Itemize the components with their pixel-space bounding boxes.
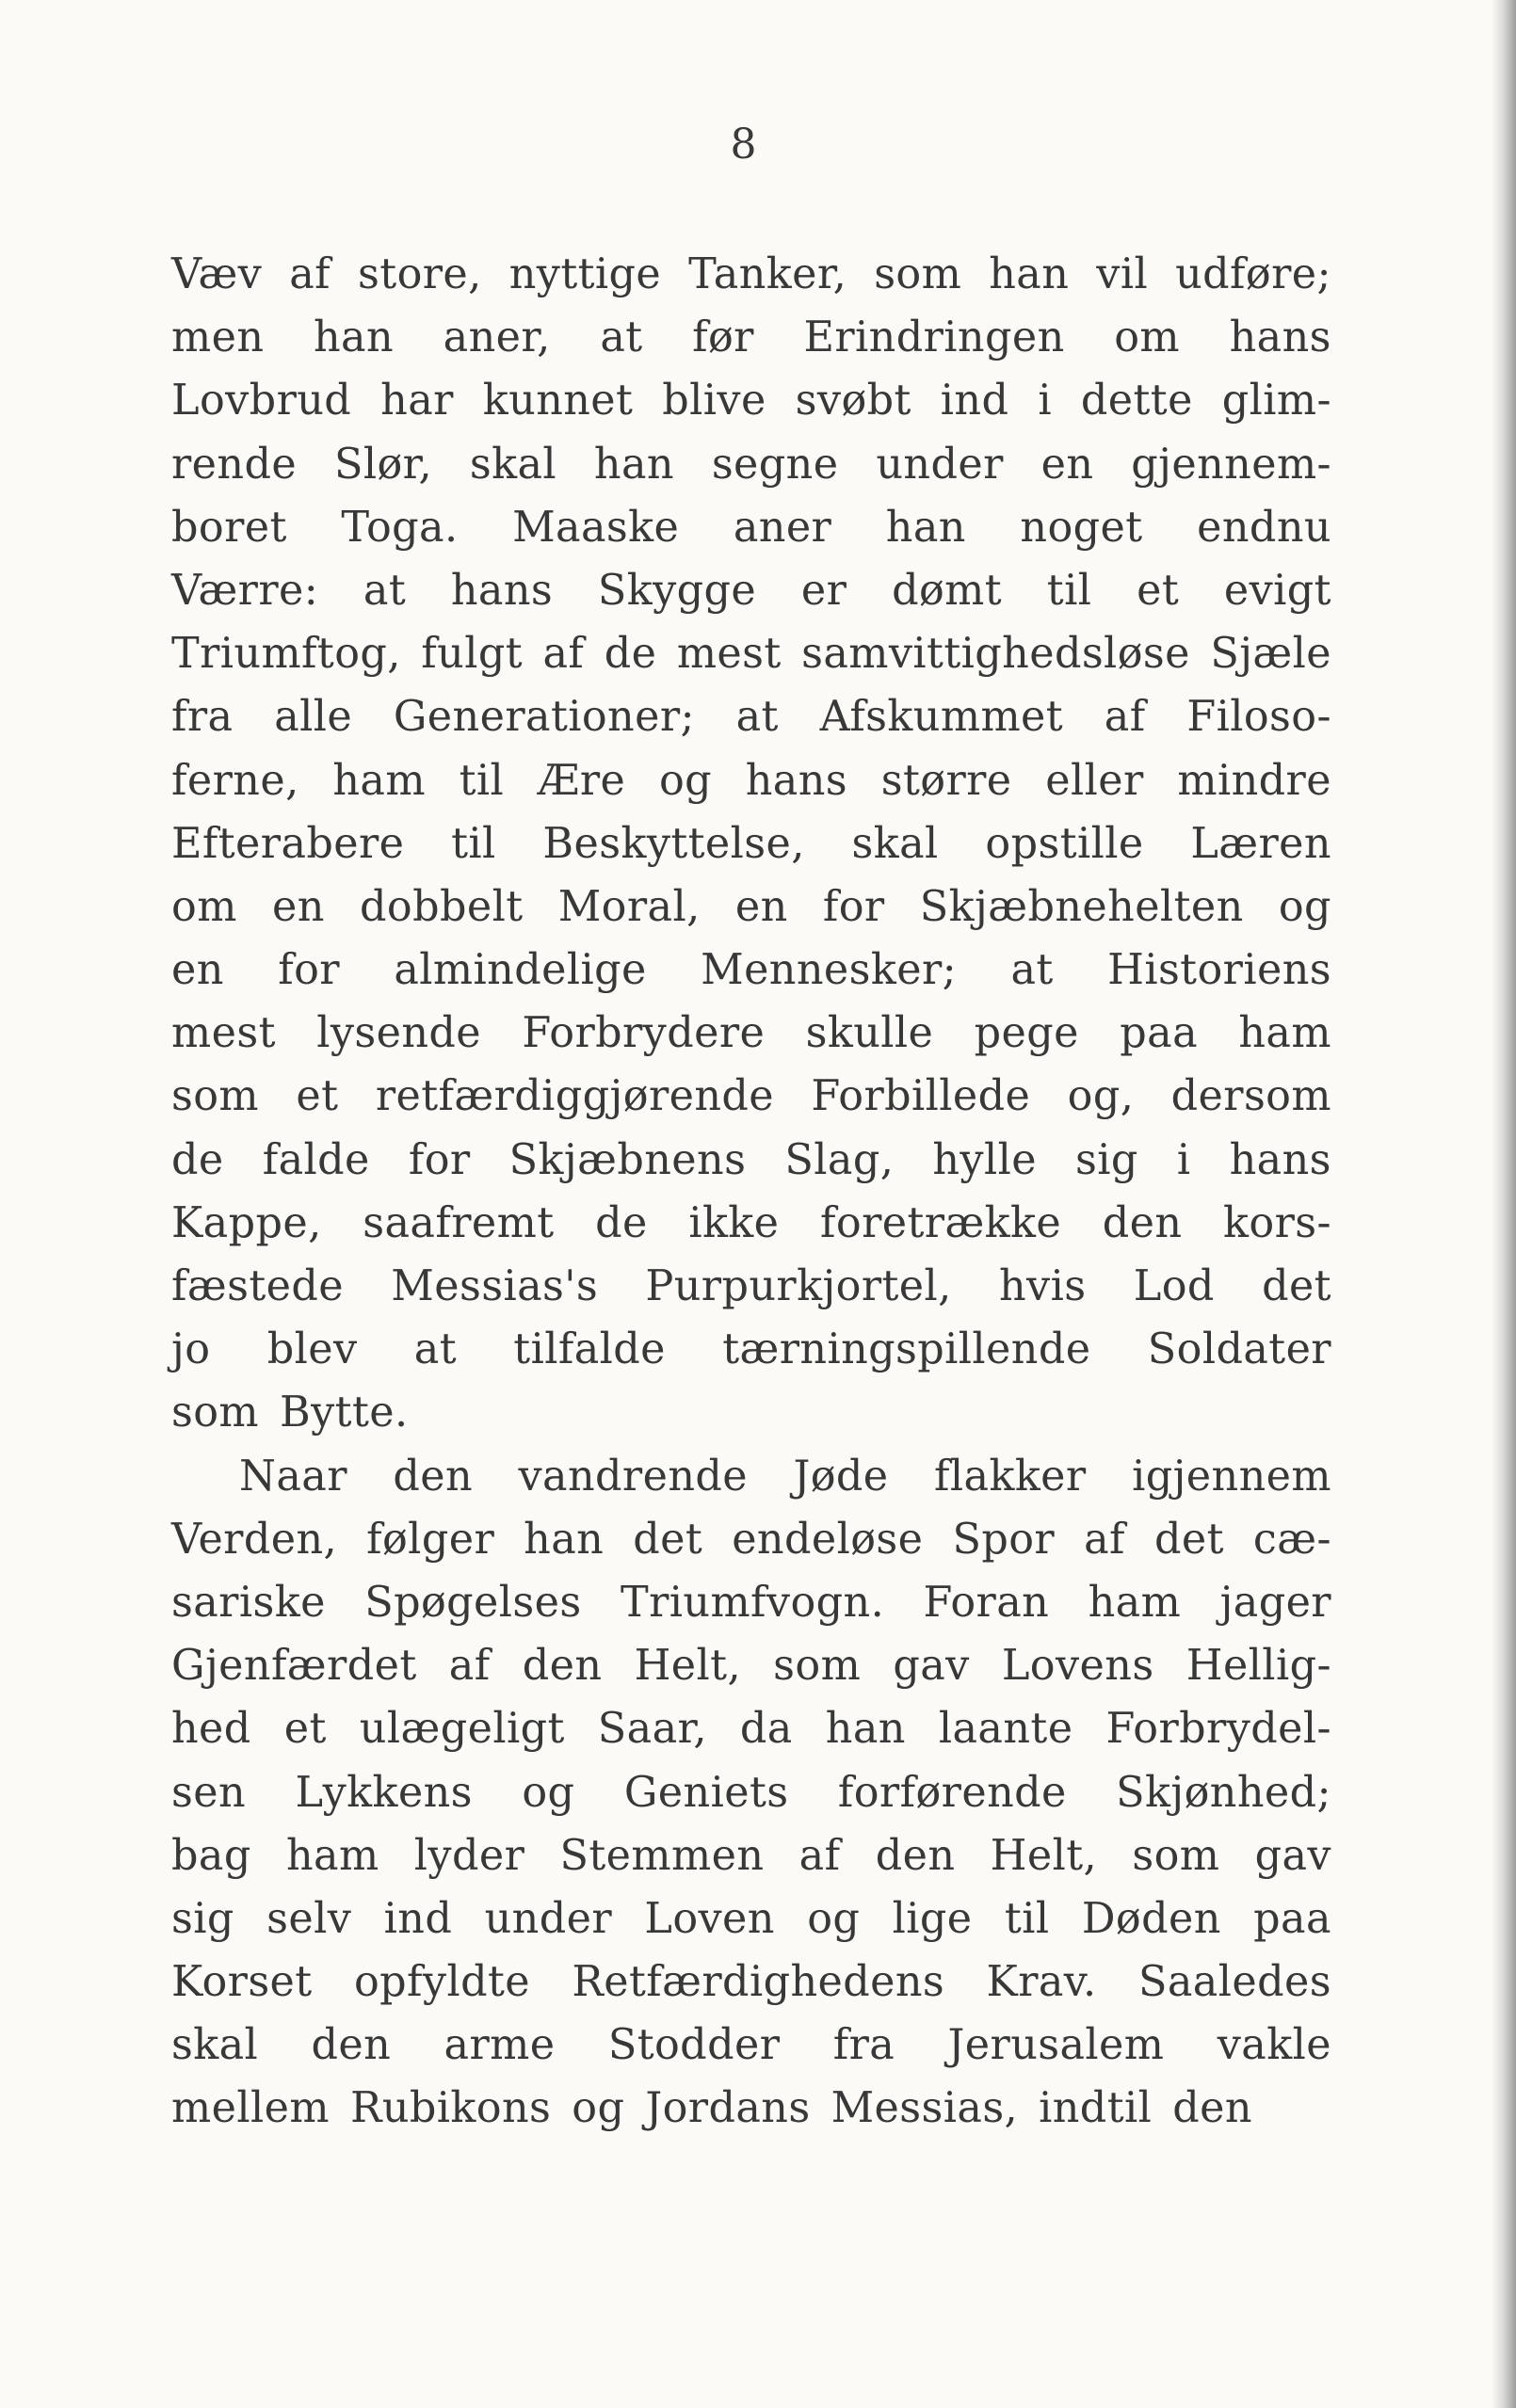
word: Rubikons xyxy=(349,2084,552,2133)
word: ham xyxy=(285,1831,379,1880)
word: opstille xyxy=(985,819,1144,868)
word: Triumfvogn. xyxy=(621,1578,885,1627)
word: kunnet xyxy=(482,377,634,425)
word: af xyxy=(542,630,585,679)
word: jo xyxy=(171,1325,211,1374)
word: Erindringen xyxy=(803,313,1065,362)
word: Soldater xyxy=(1147,1325,1331,1374)
word: udføre; xyxy=(1175,250,1331,298)
word: boret xyxy=(171,503,287,552)
word: og xyxy=(807,1894,861,1943)
word: arme xyxy=(444,2021,556,2070)
word: at xyxy=(363,566,407,615)
word: Skygge xyxy=(597,566,757,615)
word: gjennem- xyxy=(1131,440,1331,489)
word: hvis xyxy=(999,1262,1087,1310)
word: ham xyxy=(1088,1578,1182,1627)
text-line xyxy=(171,1129,1331,1192)
word: Lykkens xyxy=(295,1768,473,1817)
word: tærningspillende xyxy=(722,1325,1091,1374)
word: men xyxy=(171,313,265,362)
word: mest xyxy=(171,1009,276,1058)
word: de xyxy=(171,1135,224,1184)
word: som xyxy=(773,1642,862,1691)
word: almindelige xyxy=(394,946,647,995)
word: at xyxy=(1010,946,1054,995)
word: Korset xyxy=(171,1958,313,2007)
text-line xyxy=(171,1950,1331,2014)
word: i xyxy=(1038,377,1052,425)
text-line xyxy=(171,1824,1331,1887)
word: hans xyxy=(1229,313,1331,362)
text-line xyxy=(171,2014,1331,2077)
word: aner, xyxy=(443,313,551,362)
word: af xyxy=(1084,1515,1125,1564)
word: Lovens xyxy=(1001,1642,1154,1691)
word: en xyxy=(734,882,788,931)
word: fæstede xyxy=(171,1262,344,1310)
word: Messias, xyxy=(831,2084,1019,2133)
word: mest xyxy=(676,630,782,679)
word: en xyxy=(272,882,325,931)
word: eller xyxy=(1045,756,1144,805)
word: og xyxy=(572,2084,625,2133)
text-line xyxy=(171,1065,1331,1128)
word: han xyxy=(885,503,966,552)
word: Ære xyxy=(537,756,626,805)
text-line xyxy=(171,1634,1331,1697)
word: den xyxy=(393,1452,474,1501)
word: sig xyxy=(1075,1135,1138,1184)
word: Helt, xyxy=(990,1831,1098,1880)
word: Retfærdighedens xyxy=(572,1958,945,2007)
word: for xyxy=(822,882,885,931)
word: ikke xyxy=(688,1198,780,1247)
word: blive xyxy=(662,377,766,425)
word: af xyxy=(798,1831,841,1880)
word: forførende xyxy=(837,1768,1067,1817)
word: den xyxy=(522,1642,603,1691)
word: Jordans xyxy=(645,2084,811,2133)
word: sariske xyxy=(171,1578,326,1627)
word: som xyxy=(874,250,962,298)
word: Maaske xyxy=(512,503,680,552)
word: Gjenfærdet xyxy=(171,1642,417,1691)
word: Geniets xyxy=(623,1768,789,1817)
word: Krav. xyxy=(986,1958,1097,2007)
word: Væv xyxy=(171,250,263,298)
word: den xyxy=(875,1831,956,1880)
word: om xyxy=(1114,313,1181,362)
word: at xyxy=(600,313,643,362)
word: skulle xyxy=(805,1009,934,1058)
word: ind xyxy=(383,1894,453,1943)
text-line xyxy=(171,1002,1331,1065)
word: Slag, xyxy=(784,1135,895,1184)
word: en xyxy=(1040,440,1094,489)
word: foretrække xyxy=(820,1198,1062,1247)
word: rende xyxy=(171,440,298,489)
word: skal xyxy=(851,819,939,868)
word: ulægeligt xyxy=(359,1705,565,1754)
word: Messias's xyxy=(391,1262,599,1310)
text-line xyxy=(171,1381,1331,1444)
word: har xyxy=(380,377,454,425)
word: til xyxy=(1004,1894,1050,1943)
word: kors- xyxy=(1223,1198,1331,1247)
word: ferne, xyxy=(171,756,299,805)
word: gav xyxy=(893,1642,970,1691)
word: selv xyxy=(266,1894,352,1943)
word: Generationer; xyxy=(393,693,695,742)
word: den xyxy=(1102,1198,1183,1247)
word: fra xyxy=(832,2021,895,2070)
word: lyder xyxy=(413,1831,525,1880)
text-line xyxy=(171,1508,1331,1571)
body-text xyxy=(171,243,1331,2141)
word: jager xyxy=(1219,1578,1331,1627)
word: aner xyxy=(733,503,832,552)
word: Jøde xyxy=(793,1452,889,1501)
word: dette xyxy=(1080,377,1193,425)
word: et xyxy=(1137,566,1180,615)
word: Spor xyxy=(952,1515,1056,1564)
word: som xyxy=(171,1072,260,1121)
word: cæ- xyxy=(1252,1515,1331,1564)
text-line xyxy=(171,749,1331,812)
word: bag xyxy=(171,1831,251,1880)
word: til xyxy=(459,756,505,805)
word: hed xyxy=(171,1705,251,1754)
word: af xyxy=(1104,693,1146,742)
word: igjennem xyxy=(1132,1452,1331,1501)
word: Læren xyxy=(1190,819,1331,868)
word: før xyxy=(692,313,754,362)
word: Lovbrud xyxy=(171,377,352,425)
word: Moral, xyxy=(557,882,701,931)
word: pege xyxy=(974,1009,1079,1058)
word: til xyxy=(451,819,496,868)
word: Lod xyxy=(1133,1262,1215,1310)
text-line xyxy=(171,369,1331,432)
word: fulgt xyxy=(421,630,524,679)
word: Forbrydel- xyxy=(1105,1705,1331,1754)
word: følger xyxy=(366,1515,495,1564)
text-line xyxy=(171,433,1331,496)
word: indtil xyxy=(1039,2084,1153,2133)
word: skal xyxy=(469,440,557,489)
text-line xyxy=(171,1192,1331,1255)
text-line xyxy=(171,1318,1331,1381)
word: gav xyxy=(1254,1831,1331,1880)
text-line xyxy=(171,496,1331,559)
word: og xyxy=(658,756,713,805)
word: vakle xyxy=(1217,2021,1331,2070)
text-line xyxy=(171,306,1331,369)
word: hylle xyxy=(932,1135,1037,1184)
word: opfyldte xyxy=(353,1958,530,2007)
word: laante xyxy=(938,1705,1073,1754)
word: Verden, xyxy=(171,1515,338,1564)
word: Bytte. xyxy=(280,1389,409,1437)
text-line xyxy=(171,243,1331,306)
word: Toga. xyxy=(341,503,459,552)
word: Filoso- xyxy=(1186,693,1331,742)
word: Efterabere xyxy=(171,819,405,868)
text-line xyxy=(171,1255,1331,1318)
word: et xyxy=(283,1705,327,1754)
word: til xyxy=(1046,566,1092,615)
word: Saar, xyxy=(597,1705,707,1754)
word: at xyxy=(413,1325,457,1374)
word: Loven xyxy=(644,1894,775,1943)
word: flakker xyxy=(934,1452,1087,1501)
word: Spøgelses xyxy=(364,1578,582,1627)
word: Jerusalem xyxy=(947,2021,1165,2070)
text-line xyxy=(171,559,1331,622)
word: svøbt xyxy=(795,377,911,425)
word: falde xyxy=(262,1135,370,1184)
word: Døden xyxy=(1081,1894,1221,1943)
word: under xyxy=(484,1894,613,1943)
word: dømt xyxy=(892,566,1003,615)
word: fra xyxy=(171,693,234,742)
text-line xyxy=(171,939,1331,1002)
word: vil xyxy=(1096,250,1149,298)
word: Triumftog, xyxy=(171,630,401,679)
word: af xyxy=(289,250,331,298)
word: skal xyxy=(171,2021,259,2070)
word: segne xyxy=(711,440,839,489)
word: nyttige xyxy=(508,250,662,298)
word: paa xyxy=(1253,1894,1331,1943)
word: samvittighedsløse xyxy=(801,630,1190,679)
word: Mennesker; xyxy=(701,946,958,995)
word: større xyxy=(880,756,1012,805)
word: af xyxy=(448,1642,491,1691)
word: Saaledes xyxy=(1137,1958,1331,2007)
word: for xyxy=(408,1135,471,1184)
text-line xyxy=(171,2077,1331,2140)
word: Værre: xyxy=(171,566,319,615)
word: Beskyttelse, xyxy=(542,819,805,868)
word: han xyxy=(593,440,674,489)
word: alle xyxy=(274,693,353,742)
text-line xyxy=(171,1761,1331,1824)
word: det xyxy=(1153,1515,1224,1564)
word: hans xyxy=(745,756,848,805)
word: ham xyxy=(1238,1009,1331,1058)
word: blev xyxy=(266,1325,358,1374)
word: mellem xyxy=(171,2084,330,2133)
word: ham xyxy=(332,756,426,805)
word: som xyxy=(1132,1831,1220,1880)
word: Stodder xyxy=(607,2021,781,2070)
text-line xyxy=(171,1571,1331,1634)
word: den xyxy=(1172,2084,1252,2133)
word: evigt xyxy=(1223,566,1331,615)
word: er xyxy=(800,566,847,615)
word: da xyxy=(739,1705,793,1754)
word: glim- xyxy=(1221,377,1331,425)
word: han xyxy=(524,1515,605,1564)
word: og, xyxy=(1067,1072,1135,1121)
word: at xyxy=(735,693,779,742)
text-line xyxy=(171,875,1331,939)
text-line xyxy=(171,685,1331,748)
word: Slør, xyxy=(333,440,432,489)
word: Helt, xyxy=(634,1642,741,1691)
word: endnu xyxy=(1197,503,1331,552)
page-edge-shadow xyxy=(1492,0,1516,2408)
word: Sjæle xyxy=(1210,630,1331,679)
word: de xyxy=(595,1198,648,1247)
word: han xyxy=(825,1705,906,1754)
word: som xyxy=(171,1389,260,1437)
word: for xyxy=(278,946,340,995)
word: endeløse xyxy=(732,1515,924,1564)
text-line xyxy=(171,812,1331,875)
word: Kappe, xyxy=(171,1198,322,1247)
word: hans xyxy=(1229,1135,1331,1184)
word: han xyxy=(314,313,395,362)
word: Skjæbnens xyxy=(508,1135,747,1184)
page-number: 8 xyxy=(730,120,758,169)
word: Naar xyxy=(239,1452,347,1501)
word: sen xyxy=(171,1768,247,1817)
word: sig xyxy=(171,1894,234,1943)
word: de xyxy=(604,630,657,679)
word: Purpurkjortel, xyxy=(645,1262,952,1310)
word: tilfalde xyxy=(513,1325,666,1374)
text-line xyxy=(171,1445,1331,1508)
word: i xyxy=(1176,1135,1191,1184)
word: vandrende xyxy=(518,1452,749,1501)
word: mindre xyxy=(1177,756,1331,805)
word: Foran xyxy=(923,1578,1050,1627)
word: under xyxy=(876,440,1004,489)
word: ind xyxy=(940,377,1009,425)
word: dersom xyxy=(1170,1072,1331,1121)
word: paa xyxy=(1120,1009,1198,1058)
text-line xyxy=(171,622,1331,685)
word: og xyxy=(1278,882,1331,931)
word: om xyxy=(171,882,237,931)
word: en xyxy=(171,946,224,995)
word: det xyxy=(1262,1262,1331,1310)
word: Historiens xyxy=(1107,946,1331,995)
word: hans xyxy=(450,566,554,615)
word: saafremt xyxy=(363,1198,555,1247)
word: noget xyxy=(1020,503,1143,552)
word: den xyxy=(311,2021,392,2070)
word: Skjønhed; xyxy=(1116,1768,1331,1817)
word: Forbillede xyxy=(811,1072,1031,1121)
word: Stemmen xyxy=(559,1831,765,1880)
word: Afskummet xyxy=(819,693,1064,742)
word: dobbelt xyxy=(360,882,524,931)
word: og xyxy=(522,1768,575,1817)
word: retfærdiggjørende xyxy=(375,1072,775,1121)
word: Forbrydere xyxy=(522,1009,766,1058)
word: Tanker, xyxy=(688,250,847,298)
word: Hellig- xyxy=(1185,1642,1331,1691)
word: lige xyxy=(892,1894,973,1943)
word: han xyxy=(989,250,1070,298)
word: et xyxy=(296,1072,339,1121)
word: store, xyxy=(358,250,482,298)
word: lysende xyxy=(316,1009,482,1058)
text-line xyxy=(171,1697,1331,1760)
word: det xyxy=(633,1515,703,1564)
word: Skjæbnehelten xyxy=(919,882,1244,931)
text-line xyxy=(171,1887,1331,1950)
